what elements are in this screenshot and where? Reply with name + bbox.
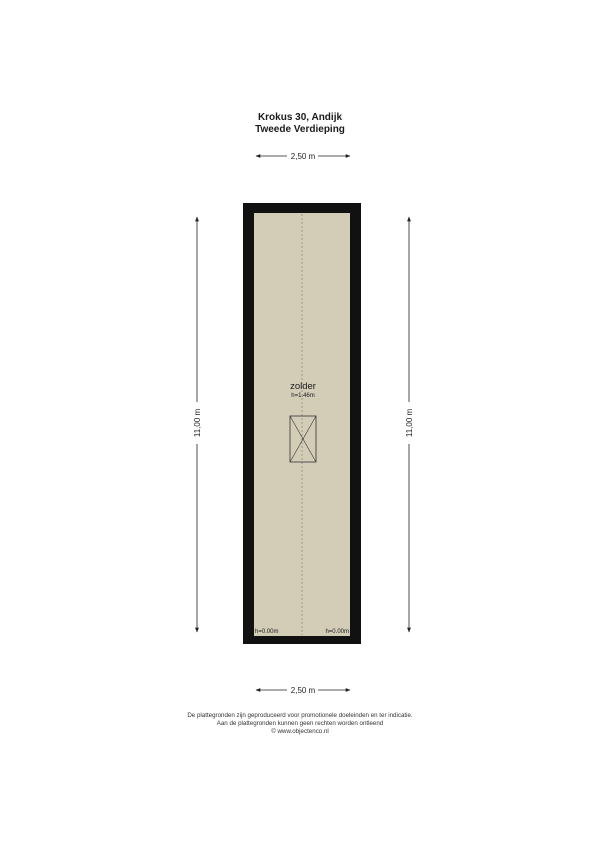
copyright-line: © www.objectenco.nl bbox=[271, 728, 329, 735]
dimension-bottom bbox=[256, 686, 350, 695]
dimension-top-label: 2,50 m bbox=[290, 152, 316, 161]
disclaimer-line-1: De plattegronden zijn geproduceerd voor promotionele doeleinden en ter indicatie. bbox=[187, 712, 413, 719]
dimension-bottom-label: 2,50 m bbox=[290, 686, 316, 695]
corner-height-right: h=0.00m bbox=[325, 629, 349, 635]
dimension-top bbox=[256, 152, 350, 161]
room-name: zolder bbox=[290, 381, 316, 392]
disclaimer-line-2: Aan de plattegronden kunnen geen rechten worden ontleend bbox=[216, 720, 384, 727]
dimension-right bbox=[405, 217, 414, 632]
room-floor-zolder bbox=[254, 213, 350, 636]
plan-title-address: Krokus 30, Andijk bbox=[257, 112, 343, 123]
room-height: h=1.46m bbox=[291, 393, 315, 399]
dimension-left-label: 11,00 m bbox=[193, 408, 202, 438]
corner-height-left: h=0.00m bbox=[255, 629, 279, 635]
dimension-right-label: 11,00 m bbox=[405, 408, 414, 438]
dimension-left bbox=[193, 217, 202, 632]
plan-title-floor: Tweede Verdieping bbox=[255, 124, 345, 135]
